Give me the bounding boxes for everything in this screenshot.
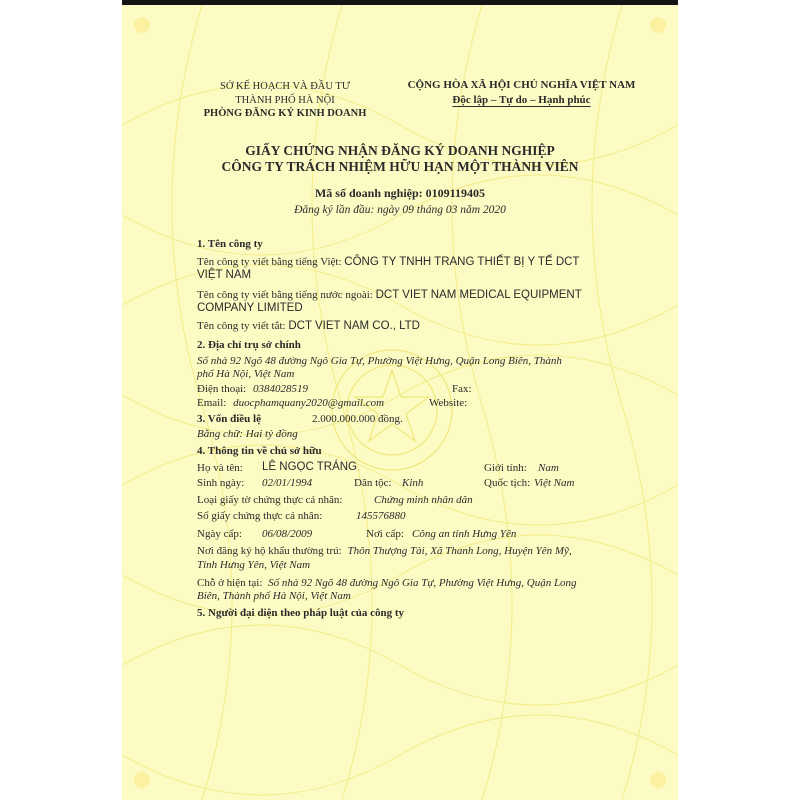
issue-date-value: 06/08/2009 bbox=[262, 528, 313, 540]
section-3-heading: 3. Vốn điều lệ bbox=[197, 413, 261, 425]
dob-label: Sinh ngày: bbox=[197, 477, 245, 489]
authority-line-3: PHÒNG ĐĂNG KÝ KINH DOANH bbox=[203, 108, 367, 120]
foreign-name-value: DCT VIET NAM MEDICAL EQUIPMENT bbox=[375, 289, 582, 301]
current-address-label: Chỗ ở hiện tại: bbox=[197, 577, 263, 589]
owner-name-value: LÊ NGỌC TRÁNG bbox=[262, 461, 357, 473]
vn-name-value: CÔNG TY TNHH TRANG THIẾT BỊ Y TẾ DCT bbox=[344, 256, 580, 268]
charter-capital-words: Bằng chữ: Hai tỷ đồng bbox=[197, 428, 298, 440]
enterprise-code-label: Mã số doanh nghiệp: bbox=[314, 186, 423, 200]
gender-value: Nam bbox=[538, 462, 559, 474]
current-address-row bbox=[197, 577, 577, 589]
phone-value: 0384028519 bbox=[252, 383, 308, 395]
permanent-address-value: Thôn Thượng Tài, Xã Thanh Long, Huyện Yên Mỹ, bbox=[347, 545, 572, 557]
national-motto: Độc lập – Tự do – Hạnh phúc bbox=[452, 94, 591, 107]
short-name-label: Tên công ty viết tắt: bbox=[197, 320, 286, 332]
emblem-watermark bbox=[332, 350, 452, 470]
enterprise-code bbox=[122, 186, 678, 201]
short-name-row bbox=[197, 320, 420, 333]
current-address-value: Số nhà 92 Ngõ 48 đường Ngô Gia Tự, Phường Việt Hưng, Quận Long bbox=[268, 577, 577, 589]
nationality-label: Quốc tịch: bbox=[484, 477, 531, 489]
id-type-label: Loại giấy tờ chứng thực cá nhân: bbox=[197, 494, 343, 506]
foreign-name-label: Tên công ty viết bằng tiếng nước ngoài: bbox=[197, 289, 373, 301]
issue-place-label: Nơi cấp: bbox=[366, 528, 404, 540]
ethnic-label: Dân tộc: bbox=[354, 477, 392, 489]
foreign-name-row bbox=[197, 289, 582, 302]
head-office-address: Số nhà 92 Ngõ 48 đường Ngô Gia Tự, Phường Việt Hưng, Quận Long Biên, Thành bbox=[197, 355, 562, 367]
current-address-cont: Biên, Thành phố Hà Nội, Việt Nam bbox=[197, 590, 351, 602]
charter-capital-value: 2.000.000.000 đồng. bbox=[312, 413, 403, 425]
permanent-address-row bbox=[197, 545, 572, 557]
authority-line-1: SỞ KẾ HOẠCH VÀ ĐẦU TƯ bbox=[220, 81, 350, 92]
nationality-value: Việt Nam bbox=[534, 477, 575, 489]
permanent-address-cont: Tỉnh Hưng Yên, Việt Nam bbox=[197, 559, 311, 571]
issue-date-label: Ngày cấp: bbox=[197, 528, 242, 540]
national-name: CỘNG HÒA XÃ HỘI CHỦ NGHĨA VIỆT NAM bbox=[407, 79, 636, 91]
permanent-address-label: Nơi đăng ký hộ khẩu thường trú: bbox=[197, 545, 342, 557]
fax-label: Fax: bbox=[452, 383, 472, 395]
authority-line-2: THÀNH PHỐ HÀ NỘI bbox=[235, 94, 335, 106]
national-header bbox=[384, 78, 659, 109]
foreign-name-value-cont: COMPANY LIMITED bbox=[197, 302, 303, 314]
section-4-heading: 4. Thông tin về chủ sở hữu bbox=[197, 445, 322, 457]
dob-value: 02/01/1994 bbox=[262, 477, 313, 489]
phone-label: Điện thoại: bbox=[197, 383, 247, 395]
short-name-value: DCT VIET NAM CO., LTD bbox=[288, 320, 420, 332]
vn-name-label: Tên công ty viết bằng tiếng Việt: bbox=[197, 256, 342, 268]
email-row bbox=[197, 397, 384, 409]
vn-name-row bbox=[197, 256, 579, 269]
first-registration-date: Đăng ký lần đầu: ngày 09 tháng 03 năm 2020 bbox=[294, 204, 506, 216]
section-1-heading: 1. Tên công ty bbox=[197, 238, 263, 250]
email-label: Email: bbox=[197, 397, 227, 409]
website-label: Website: bbox=[429, 397, 468, 409]
certificate-document bbox=[122, 5, 678, 800]
section-2-heading: 2. Địa chỉ trụ sở chính bbox=[197, 339, 301, 351]
head-office-address-cont: phố Hà Nội, Việt Nam bbox=[197, 368, 295, 380]
id-number-label: Số giấy chứng thực cá nhân: bbox=[197, 510, 323, 522]
document-title: GIẤY CHỨNG NHẬN ĐĂNG KÝ DOANH NGHIỆP bbox=[245, 143, 555, 158]
id-type-value: Chứng minh nhân dân bbox=[374, 494, 473, 506]
document-subtitle: CÔNG TY TRÁCH NHIỆM HỮU HẠN MỘT THÀNH VIÊN bbox=[221, 159, 579, 174]
issuing-authority bbox=[190, 80, 380, 121]
id-number-value: 145576880 bbox=[356, 510, 406, 522]
email-value: duocphamquany2020@gmail.com bbox=[233, 397, 385, 409]
owner-name-label: Họ và tên: bbox=[197, 462, 243, 474]
issue-place-value: Công an tỉnh Hưng Yên bbox=[412, 528, 517, 540]
section-5-heading: 5. Người đại diện theo pháp luật của công ty bbox=[197, 607, 405, 619]
enterprise-code-value: 0109119405 bbox=[425, 186, 486, 200]
gender-label: Giới tính: bbox=[484, 462, 527, 474]
phone-row bbox=[197, 383, 308, 395]
ethnic-value: Kinh bbox=[402, 477, 424, 489]
vn-name-value-cont: VIỆT NAM bbox=[197, 269, 252, 281]
